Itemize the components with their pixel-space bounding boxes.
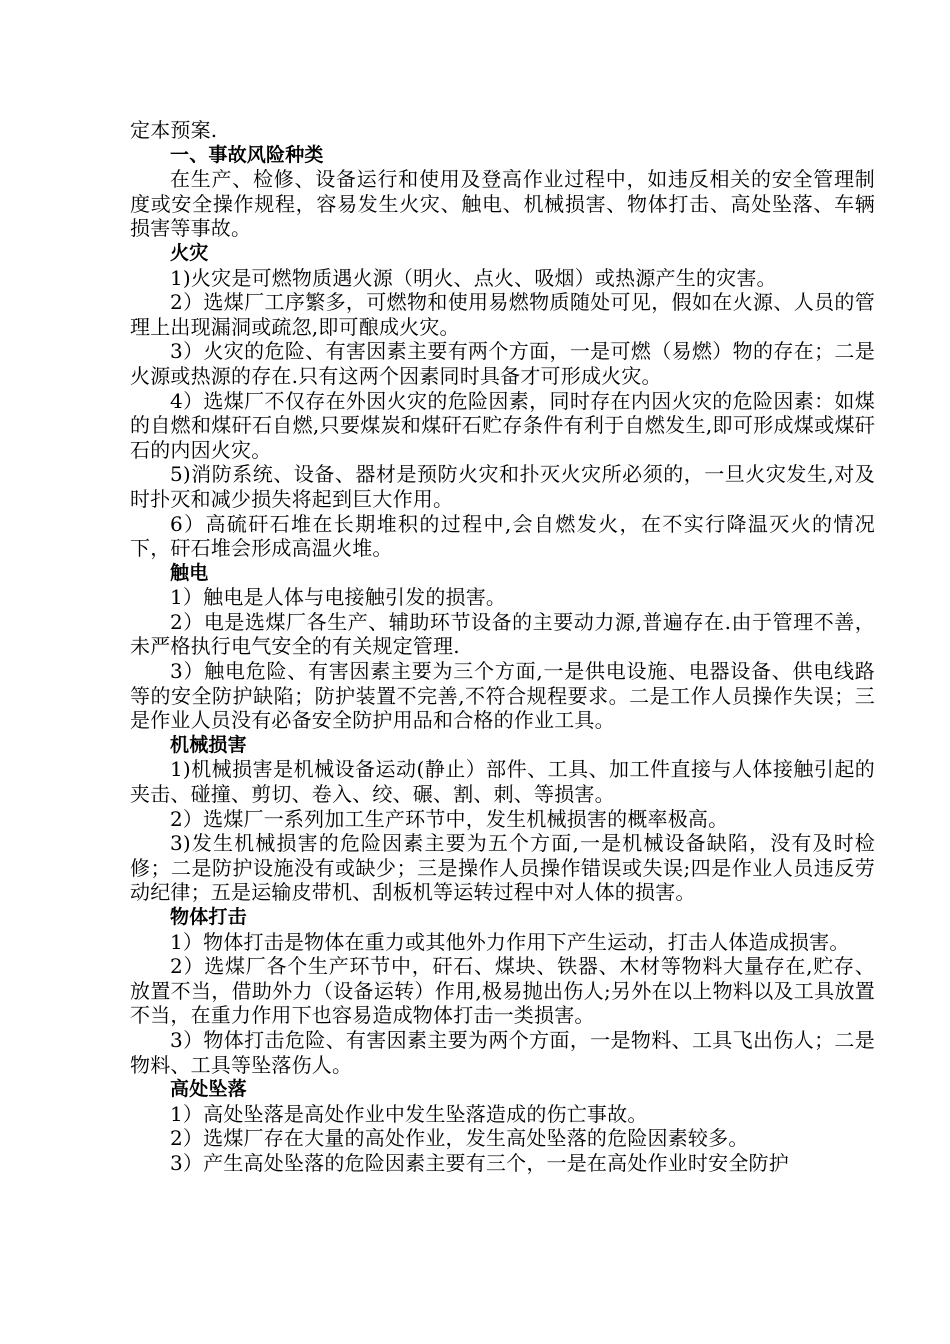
electric-item-2: 2）电是选煤厂各生产、辅助环节设备的主要动力源,普遍存在.由于管理不善，未严格执行电气安全的有关规定管理. [130,609,875,659]
section-title: 一、事故风险种类 [170,143,324,166]
electric-item-1: 1）触电是人体与电接触引发的损害。 [170,585,507,610]
mechanical-heading: 机械损害 [170,733,247,756]
electric-item-3: 3）触电危险、有害因素主要为三个方面,一是供电设施、电器设备、供电线路等的安全防护缺陷；防护装置不完善,不符合规程要求。二是工作人员操作失误；三是作业人员没有必备安全防护用品和合格的作业工具。 [130,659,875,733]
fire-item-3: 3）火灾的危险、有害因素主要有两个方面，一是可燃（易燃）物的存在；二是火源或热源的存在.只有这两个因素同时具备才可形成火灾。 [130,339,875,388]
intro-tail: 定本预案. [130,118,218,142]
fire-item-4: 4）选煤厂不仅存在外因火灾的危险因素，同时存在内因火灾的危险因素：如煤的自燃和煤矸石自燃,只要煤炭和煤矸石贮存条件有利于自燃发生,即可形成煤或煤矸石的内因火灾。 [130,388,875,462]
mechanical-item-1: 1)机械损害是机械设备运动(静止）部件、工具、加工件直接与人体接触引起的夹击、碰撞、剪切、卷入、绞、碾、割、刺、等损害。 [130,757,875,807]
fall-heading: 高处坠落 [170,1078,247,1101]
impact-item-3: 3）物体打击危险、有害因素主要为两个方面，一是物料、工具飞出伤人；二是物料、工具等坠落伤人。 [130,1027,875,1077]
fire-item-1: 1)火灾是可燃物质遇火源（明火、点火、吸烟）或热源产生的灾害。 [170,265,777,290]
impact-heading: 物体打击 [170,906,247,928]
mechanical-item-2: 2）选煤厂一系列加工生产环节中，发生机械损害的概率极高。 [170,806,729,831]
section-intro: 在生产、检修、设备运行和使用及登高作业过程中，如违反相关的安全管理制度或安全操作规程，容易发生火灾、触电、机械损害、物体打击、高处坠落、车辆损害等事故。 [130,167,875,241]
document-page [130,118,875,1176]
fall-item-2: 2）选煤厂存在大量的高处作业，发生高处坠落的危险因素较多。 [170,1126,749,1151]
impact-item-1: 1）物体打击是物体在重力或其他外力作用下产生运动，打击人体造成损害。 [170,929,850,954]
fall-item-1: 1）高处坠落是高处作业中发生坠落造成的伤亡事故。 [170,1101,648,1126]
impact-item-2: 2）选煤厂各个生产环节中，矸石、煤块、铁器、木材等物料大量存在,贮存、放置不当，借助外力（设备运转）作用,极易抛出伤人;另外在以上物料以及工具放置不当，在重力作用下也容易造成物体打击一类损害。 [130,954,875,1028]
fire-item-6: 6）高硫矸石堆在长期堆积的过程中,会自燃发火，在不实行降温灭火的情况下，矸石堆会形成高温火堆。 [130,511,875,561]
electric-heading: 触电 [170,561,209,584]
fire-item-2: 2）选煤厂工序繁多，可燃物和使用易燃物质随处可见，假如在火源、人员的管理上出现漏洞或疏忽,即可酿成火灾。 [130,290,875,339]
mechanical-item-3: 3)发生机械损害的危险因素主要为五个方面,一是机械设备缺陷，没有及时检修；二是防护设施没有或缺少；三是操作人员操作错误或失误;四是作业人员违反劳动纪律；五是运输皮带机、刮板机等运转过程中对人体的损害。 [130,831,875,905]
fire-heading: 火灾 [170,241,209,264]
fall-item-3: 3）产生高处坠落的危险因素主要有三个，一是在高处作业时安全防护 [170,1150,789,1175]
fire-item-5: 5)消防系统、设备、器材是预防火灾和扑灭火灾所必须的，一旦火灾发生,对及时扑灭和减少损失将起到巨大作用。 [130,462,875,511]
